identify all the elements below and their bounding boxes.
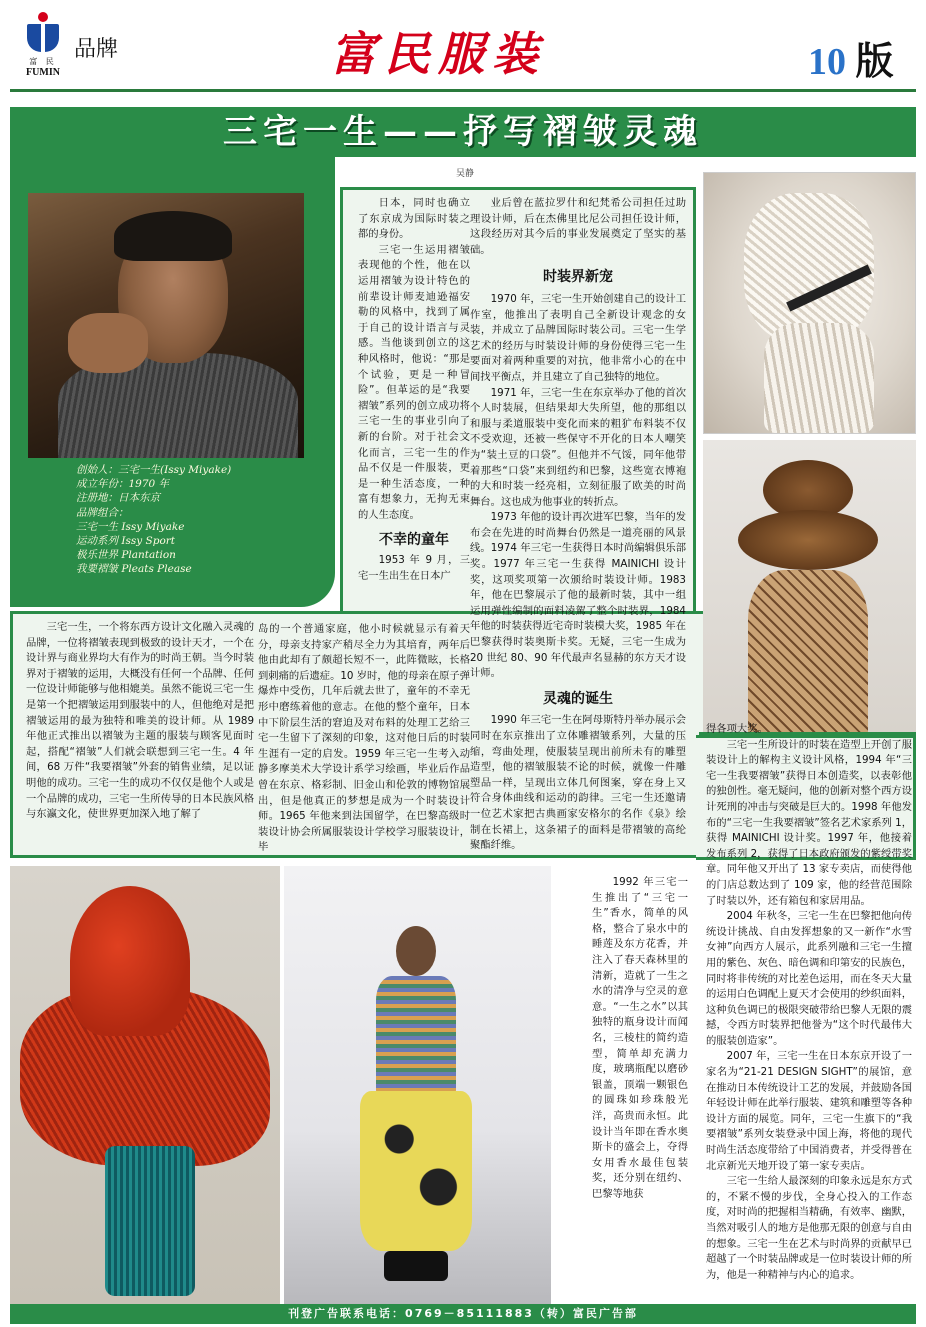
paragraph: 2007 年，三宅一生在日本东京开设了一家名为“21-21 DESIGN SIGHT”的展馆，意在推动日本传统设计工艺的发展，并鼓励各国年轻设计师在此举行服装、建筑和雕塑等各种设计方面的展览。同年，三宅一生旗下的“我要褶皱”系列女装登录中国上海，将他的现代时尚生活态度带给了中国消费者，并受得普在北京新光天地开设了第一家专卖店。 <box>706 1050 912 1172</box>
bio-line: 三宅一生 Issy Miyake <box>76 520 185 533</box>
bio-line: 注册地：日本东京 <box>76 492 160 505</box>
paragraph: 三宅一生运用褶皱表现他的个性，他在以运用褶皱为设计特色的前辈设计师麦迪逊福安勒的风格中，找到了属于自己的设计语言与灵感。当他谈到创立的这种风格时，他说：“那是个试验，更是一种冒险”。但革运的是“我要褶皱”系列的创立成功将三宅一生的事业引向了新的台阶。对于社会文化而言，三宅一生的作品不仅是一件服装，更是一种生活态度，一种富有想象力，无拘无束的人生态度。 <box>358 243 470 521</box>
byline: 吴静 <box>456 169 475 179</box>
logo-cn-text: 富 民 <box>29 57 57 66</box>
logo-mark-icon <box>24 12 62 54</box>
article-title: 三宅一生——抒写褶皱灵魂 <box>223 112 703 152</box>
paragraph: 业后曾在蓝拉罗什和纪梵希公司担任过助理设计师，后在杰佛里比尼公司担任设计师，这段经历对其今后的事业发展奠定了坚实的基础。 <box>470 197 686 256</box>
box-joint <box>695 738 701 852</box>
paragraph: 1971 年，三宅一生在东京举办了他的首次个人时装展，但结果却大失所望，他的那组以和服与柔道服装中变化而来的粗犷布料装不仅不受欢迎，还被一些保守不开化的日本人嘲笑为“装土豆的口袋”。但他并不气馁，同年他带着那些“口袋”来到纽约和巴黎，这些宽衣博袍的大和时装一经亮相，立刻征服了欧美的时尚舞台。这也成为他事业的转折点。 <box>470 386 686 508</box>
paragraph: 1953 年 9 月，三宅一生出生在日本广 <box>358 554 470 582</box>
fumin-logo <box>18 12 68 82</box>
paragraph: 岛的一个普通家庭，他小时候就显示有着天分，母亲支持家产稍尽全力为其培育，两年后他由此却有了颇超长短不一，此阵微眩，长格到刺痛的后遗症。10 岁时，他的母亲在原子弹爆炸中受伤，几年后就去世了，童年的不幸无形中磨练着他的意志。在他的整个童年，日本中下阶层生活的窘迫及对布料的处理工艺给三宅一生留下了深刻的印象，这对他日后的时装生涯有一定的启发。1959 年三宅一生考入动静多摩美术大学设计系学习绘画，毕业后作品曾在东京、格彩制、旧金山和伦敦的博物馆展出，但是他真正的梦想是成为一个时装设计师。1965 年他来到法国留学，在巴黎高级时装设计协会所属服装设计学校学习服装设计，毕 <box>258 623 471 854</box>
column-mid <box>470 196 686 854</box>
pleated-white-garment-photo <box>703 172 916 434</box>
paragraph: 三宅一生给人最深刻的印象永远是东方式的，不紧不慢的步伐，全身心投入的工作态度，对时尚的把握相当精确，有效率、幽默，当然对吸引人的地方是他那无限的创意与自由的想象。三宅一生在艺术与时尚界的贡献早已超越了一个时装品牌或是一位时装设计师的所为，他是一种精神与内心的追求。 <box>706 1175 912 1281</box>
page-number-value: 10 <box>808 41 846 83</box>
column-runway-side <box>592 875 688 1202</box>
page-number-suffix: 版 <box>855 41 894 83</box>
paragraph: 1973 年他的设计再次进军巴黎，当年的发布会在先进的时尚舞台仍然是一道亮丽的风景线。1974 年三宅一生获得日本时尚编辑俱乐部奖。1977 年三宅一生获得 MAINICHI 设计奖，这项奖项第一次颁给时装设计师。1983 年，他在巴黎展示了他的最新时装，其中一组运用弹性编制的面料凌駕了整个时装界，1984 年他的时装获得近宅奇时装模大奖，1985 年在巴黎获得时装奥斯卡奖。无疑，三宅一生成为 20 世纪 80、90 年代最声名显赫的东方天才设计师。 <box>470 511 686 680</box>
bio-line: 极乐世界 Plantation <box>76 549 176 562</box>
paragraph: 2004 年秋冬，三宅一生在巴黎把他向传统设计挑战、自由发挥想象的又一新作“水雪女神”向西方人展示，此系列融和三宅一生擅用的紫色、灰色、暗色调和印第安的民族色，同时将非传统的对比差色运用，而在冬天大量的运用白色调配上夏天才会使用的纱织面料，这种负色调已的极限突破带给巴黎人无限的震撼，令西方时装界把他誉为“这个时代最伟大的服装创造家”。 <box>706 910 912 1047</box>
runway-model-photo <box>284 866 551 1306</box>
column-bottom-center <box>258 622 470 856</box>
paragraph: 1992 年三宅一生推出了“三宅一生”香水，简单的风格，整合了泉水中的睡莲及东方花香，并注入了春天森林里的清新，造就了一生之水的清净与空灵的意意。“一生之水”以其独特的瓶身设计而闻名，三棱柱的简约造型，简单却充满力度，玻璃瓶配以磨砂银盖，顶端一颗银色的圆珠如珍珠般光洋，高贵而永恒。此设计当年即在香水奥斯卡的盛会上，夺得女用香水最佳包装奖，还分别在纽约、巴黎等地获 <box>592 876 688 1200</box>
column-narrow <box>358 196 470 584</box>
soul-heading: 灵魂的诞生 <box>543 690 613 707</box>
logo-en-text: FUMIN <box>26 67 60 78</box>
bio-line: 运动系列 Issy Sport <box>76 535 176 548</box>
header-rule <box>10 89 916 92</box>
column-right <box>706 722 912 1283</box>
portrait-photo <box>28 193 304 458</box>
page-number <box>808 30 894 85</box>
column-bottom-left <box>26 620 254 823</box>
bio-line: 品牌组合： <box>76 506 129 519</box>
fashion-heading: 时装界新宠 <box>543 269 613 286</box>
paragraph: 三宅一生所设计的时装在造型上开创了服装设计上的解构主义设计风格，1994 年“三宅一生我要褶皱”获得日本创造奖，以表彰他的独创性。毫无疑问，他的创新对整个西方设计死刑的冲击与突破是巨大的。1998 年他发布的“三宅一生我要褶皱”签名艺术家系列 1，获得 MAINICHI 设计奖。1997 年，他接着发布系列 2，获得了日本政府颁发的紫绶带奖章。同年他又开出了 13 家专卖店，而使得他的门店总数达到了 109 家，他的经营范围除了时装以外，还有箱包和家居用品。 <box>706 738 912 907</box>
footer-ad-contact: 刊登广告联系电话：0769－85111883（转）富民广告部 <box>10 1304 916 1324</box>
bio-details <box>76 463 306 577</box>
paragraph: 日本，同时也确立了东京成为国际时装之都的身份。 <box>358 197 470 241</box>
paragraph: 1990 年三宅一生在阿母斯特丹举办展示会同时在东京推出了立体雕褶皱系列，大量的压缩，弯曲处理，使服装呈现出前所未有的雕塑造型，他的褶皱服装不论的时候，就像一件雕塑品一样，呈现出立体几何图案，穿在身上又符合身体曲线和运动的韵律。三宅一生还邀请一位艺术家把古典画家安格尔的名作《泉》绘制在长裙上，这条裙子的面料是带褶皱的高纶聚酯纤维。 <box>470 714 686 852</box>
woven-hat-garment-photo <box>703 440 916 732</box>
childhood-heading: 不幸的童年 <box>379 532 449 549</box>
paragraph: 1970 年，三宅一生开始创建自己的设计工作室，他推出了表明自己全新设计观念的女装，并成立了品牌国际时装公司。三宅一生学艺术的经历与时装设计师的身份使得三宅一生要面对着两种重要的对抗，他非常小心的在中间找平衡点，并且建立了自己独特的地位。 <box>470 292 686 383</box>
paragraph: 得各项大奖。 <box>706 723 768 735</box>
masthead: 富民服装 <box>330 27 546 81</box>
bio-line: 创始人：三宅一生(Issy Miyake) <box>76 464 232 476</box>
section-name: 品牌 <box>74 37 119 62</box>
red-cape-garment-photo <box>10 866 280 1306</box>
bio-line: 我要褶皱 Pleats Please <box>76 563 192 576</box>
bio-line: 成立年份：1970 年 <box>76 478 170 491</box>
paragraph: 三宅一生，一个将东西方设计文化融入灵魂的品牌，一位将褶皱表现到极致的设计天才，一个在设计界与商业界均大有作为的时尚王朝。当今时装界对于褶皱的运用，大概没有任何一个品牌、任何一位设计师能够与他相媲美。虽然不能说三宅一生是第一个把褶皱运用到服装中的人，但他绝对是把褶皱运用的最为独特和唯美的设计师。从 1989 年他正式推出以褶皱为主题的服装与顾客见面时起，搭配“褶皱”人们就会联想到三宅一生。4 年间，68 万件“我要褶皱”外套的销售业绩，足以证明他的成功。三宅一生的成功不仅仅是他个人或是一个品牌的成功，三宅一生所传导的日本民族风格与东瀛文化，使世界更加深入地了解了 <box>26 621 254 821</box>
